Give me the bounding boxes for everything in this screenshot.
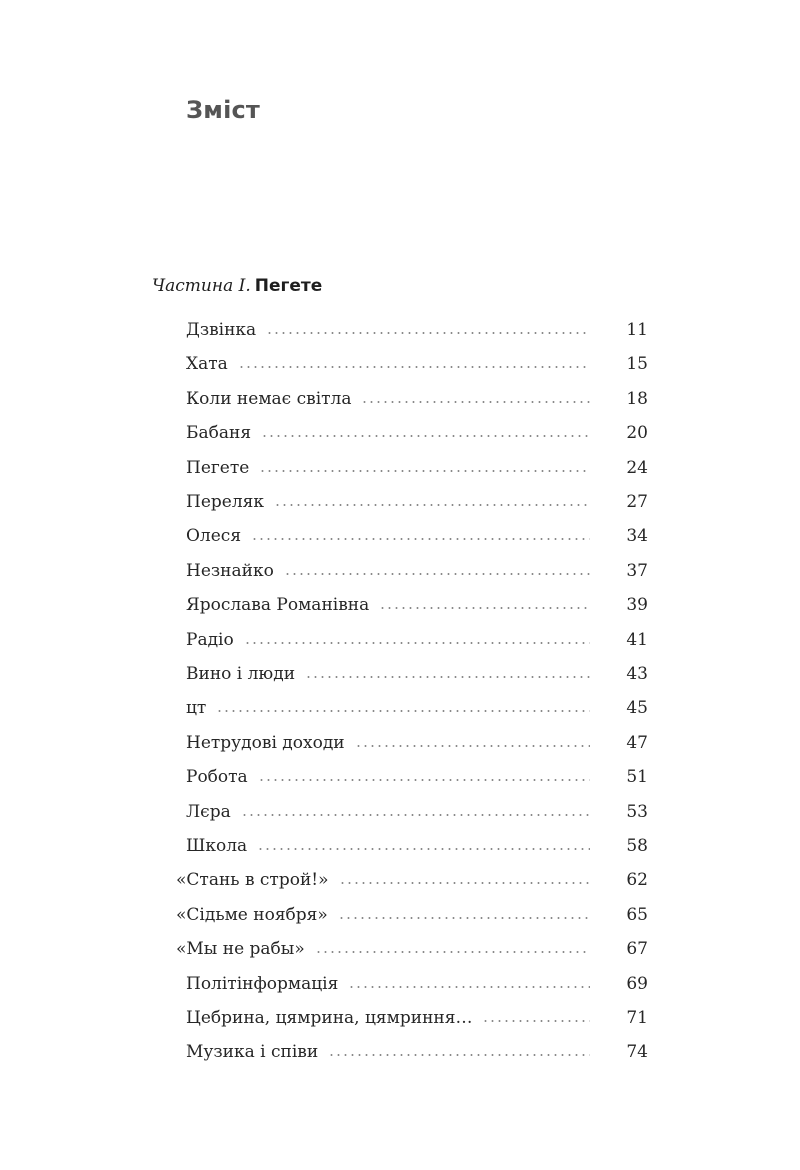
toc-entry[interactable] [176,898,648,932]
dot-leader [355,745,590,747]
toc-entry-title: «Сідьме ноября» [176,904,328,925]
toc-entry-title: Радіо [186,629,234,650]
dot-leader [244,642,590,644]
toc-entry-page-number: 37 [626,560,648,581]
toc-entry-title: «Стань в строй!» [176,870,329,891]
toc-entry-page-number: 39 [626,595,648,616]
dot-leader [274,504,590,506]
toc-entry-title: Політінформація [186,973,339,994]
toc-entry-page-number: 11 [626,320,648,340]
page-title: Зміст [186,96,261,124]
toc-entry-title: Бабаня [186,423,252,444]
dot-leader [251,538,590,540]
dot-leader [259,470,590,472]
dot-leader [305,676,590,678]
toc-entry-page-number: 67 [626,939,648,960]
toc-entry[interactable] [186,451,648,485]
dot-leader [257,848,590,850]
toc-entry[interactable] [186,382,648,416]
toc-entry-title: Пегете [186,457,250,478]
part-heading [152,276,322,296]
toc-entry-page-number: 15 [626,354,648,375]
dot-leader [482,1020,590,1022]
toc-entry-title: Олеся [186,526,242,547]
toc-entry-title: Ярослава Романівна [186,595,370,616]
toc-entry-page-number: 45 [626,698,648,719]
toc-entry[interactable] [176,932,648,966]
toc-entry-page-number: 18 [626,388,648,409]
toc-entry[interactable] [186,1035,648,1069]
toc-entry-title: Хата [186,354,228,375]
toc-entry-page-number: 69 [626,973,648,994]
toc-entry[interactable] [186,691,648,725]
dot-leader [261,435,590,437]
toc-entry-title: Цебрина, цямрина, цямриння… [186,1008,473,1028]
toc-entry[interactable] [186,967,648,1001]
dot-leader [338,917,590,919]
toc-entry[interactable] [186,347,648,381]
toc-entry-title: Коли немає світла [186,388,352,409]
dot-leader [241,814,590,816]
toc-entry-page-number: 20 [626,423,648,444]
dot-leader [379,607,590,609]
toc-entry-page-number: 74 [626,1042,648,1063]
toc-entry-title: Робота [186,767,248,788]
toc-entry[interactable] [186,485,648,519]
toc-entry[interactable] [186,657,648,691]
toc-entry[interactable] [186,519,648,553]
toc-entry-page-number: 47 [626,732,648,753]
toc-entry-page-number: 27 [626,492,648,512]
toc-entry[interactable] [186,1001,648,1035]
toc-entry-page-number: 51 [626,767,648,788]
toc-entry-title: Музика і співи [186,1042,319,1063]
dot-leader [238,366,590,368]
toc-entry[interactable] [186,588,648,622]
toc-entry-title: Переляк [186,492,264,512]
toc-entry[interactable] [186,313,648,347]
toc-entry[interactable] [186,795,648,829]
dot-leader [258,779,590,781]
part-label: Частина І. [152,276,251,296]
toc-entry[interactable] [186,623,648,657]
toc-entry[interactable] [186,416,648,450]
toc-entry-page-number: 24 [626,457,648,478]
dot-leader [315,951,590,953]
toc-entry-title: Вино і люди [186,664,296,684]
dot-leader [361,401,590,403]
dot-leader [348,986,590,988]
toc-entry[interactable] [186,726,648,760]
toc-entry-page-number: 58 [626,836,648,856]
toc-entry-page-number: 71 [626,1008,648,1028]
toc-entry-page-number: 41 [626,629,648,650]
toc-entry-title: «Мы не рабы» [176,939,305,960]
toc-entry-page-number: 43 [626,664,648,684]
dot-leader [339,882,590,884]
part-title: Пегете [254,276,323,296]
toc-entry-title: Дзвінка [186,320,257,340]
dot-leader [284,573,590,575]
toc-entry-page-number: 34 [626,526,648,547]
dot-leader [328,1054,590,1056]
toc-entry-title: Незнайко [186,560,274,581]
toc-entry[interactable] [186,760,648,794]
toc-entry-title: Школа [186,836,248,856]
dot-leader [266,332,590,334]
toc-entry-page-number: 53 [626,801,648,822]
toc-entry-page-number: 65 [626,904,648,925]
dot-leader [216,710,590,712]
toc-entry[interactable] [176,863,648,897]
toc-entry[interactable] [186,554,648,588]
toc-entry-page-number: 62 [626,870,648,891]
toc-entry-title: Нетрудові доходи [186,732,345,753]
toc-entry-title: Лєра [186,801,231,822]
toc-entry-title: цт [186,698,207,719]
toc-entry[interactable] [186,829,648,863]
